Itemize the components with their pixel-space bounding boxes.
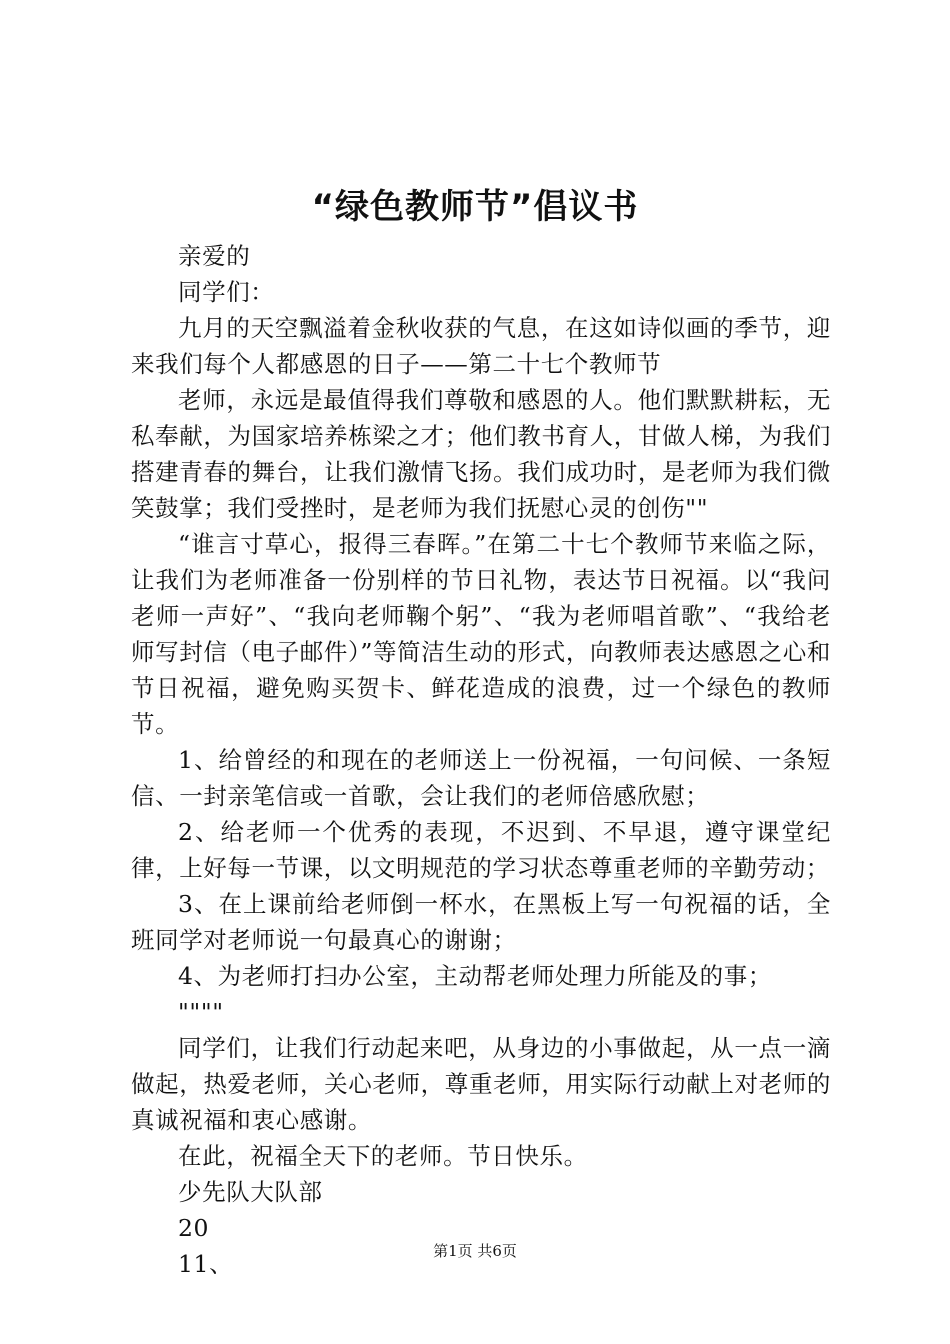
body-paragraph: “谁言寸草心，报得三春晖。”在第二十七个教师节来临之际，让我们为老师准备一份别样的节日礼物，表达节日祝福。以“我问老师一声好”、“我向老师鞠个躬”、“我为老师唱首歌”、“我给老师写封信（电子邮件）”等简洁生动的形式，向教师表达感恩之心和节日祝福，避免购买贺卡、鲜花造成的浪费，过一个绿色的教师节。 <box>131 530 831 738</box>
body-paragraph: """" <box>178 998 224 1026</box>
list-item: 2、给老师一个优秀的表现，不迟到、不早退，遵守课堂纪律，上好每一节课，以文明规范的学习状态尊重老师的辛勤劳动； <box>131 818 831 882</box>
body-paragraph: 九月的天空飘溢着金秋收获的气息，在这如诗似画的季节，迎来我们每个人都感恩的日子——第二十七个教师节 <box>131 314 831 378</box>
document-title: “绿色教师节”倡议书 <box>311 187 639 227</box>
date-line: 20 <box>178 1214 210 1242</box>
closing-line: 在此，祝福全天下的老师。节日快乐。 <box>178 1142 588 1170</box>
salutation-line: 亲爱的 <box>178 242 251 270</box>
list-item: 4、为老师打扫办公室，主动帮老师处理力所能及的事； <box>178 962 772 990</box>
body-paragraph: 同学们，让我们行动起来吧，从身边的小事做起，从一点一滴做起，热爱老师，关心老师，尊重老师，用实际行动献上对老师的真诚祝福和衷心感谢。 <box>131 1034 831 1134</box>
salutation-line: 同学们： <box>178 278 275 306</box>
signature-line: 少先队大队部 <box>178 1178 323 1206</box>
body-paragraph: 老师，永远是最值得我们尊敬和感恩的人。他们默默耕耘，无私奉献，为国家培养栋梁之才；他们教书育人，甘做人梯，为我们搭建青春的舞台，让我们激情飞扬。我们成功时，是老师为我们微笑鼓掌；我们受挫时，是老师为我们抚慰心灵的创伤"" <box>131 386 831 522</box>
document-body <box>131 238 831 1282</box>
date-line: 11、 <box>178 1250 234 1278</box>
list-item: 3、在上课前给老师倒一杯水，在黑板上写一句祝福的话，全班同学对老师说一句最真心的谢谢； <box>131 890 831 954</box>
page-number-footer: 第1页 共6页 <box>433 1242 517 1260</box>
list-item: 1、给曾经的和现在的老师送上一份祝福，一句问候、一条短信、一封亲笔信或一首歌，会让我们的老师倍感欣慰； <box>131 746 831 810</box>
